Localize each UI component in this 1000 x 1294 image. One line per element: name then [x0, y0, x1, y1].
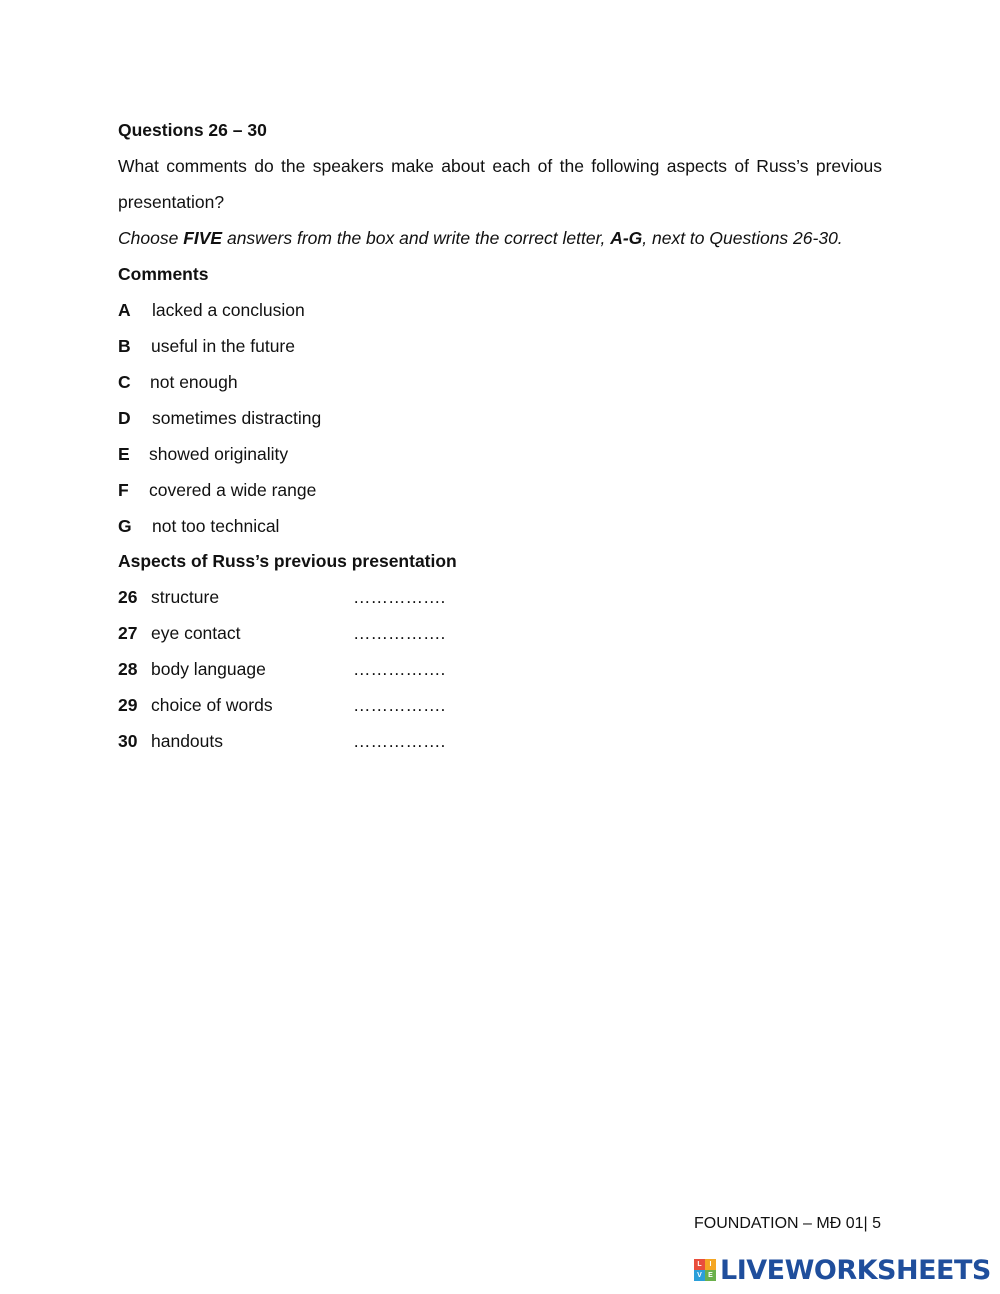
prompt-line-2: presentation?: [118, 192, 225, 212]
question-number: 26: [118, 587, 138, 607]
question-text: body language: [151, 659, 266, 679]
instruction-part-2: answers from the box and write the correct letter,: [222, 228, 611, 248]
option-text: not enough: [150, 372, 238, 392]
logo-tile: I: [705, 1259, 716, 1270]
logo-tile: E: [705, 1270, 716, 1281]
section-heading: Questions 26 – 30: [118, 120, 267, 140]
instruction-part-3: , next to Questions 26-30.: [642, 228, 843, 248]
instruction-range: A-G: [610, 228, 643, 248]
option-text: showed originality: [149, 444, 289, 464]
instruction-part-1: Choose: [118, 228, 184, 248]
aspects-heading: Aspects of Russ’s previous presentation: [118, 551, 457, 571]
question-text: handouts: [151, 731, 224, 751]
option-letter: B: [118, 336, 131, 356]
option-text: useful in the future: [151, 336, 295, 356]
liveworksheets-logo-icon: [694, 1259, 716, 1281]
option-text: not too technical: [152, 516, 280, 536]
option-letter: G: [118, 516, 132, 536]
instruction: [118, 227, 843, 249]
option-text: sometimes distracting: [152, 408, 322, 428]
question-text: structure: [151, 587, 220, 607]
option-text: lacked a conclusion: [152, 300, 305, 320]
comments-heading: Comments: [118, 264, 209, 284]
logo-tile: V: [694, 1270, 705, 1281]
question-number: 28: [118, 659, 138, 679]
option-letter: F: [118, 480, 129, 500]
answer-blank[interactable]: …………….: [353, 659, 446, 679]
option-text: covered a wide range: [149, 480, 317, 500]
answer-blank[interactable]: …………….: [353, 623, 446, 643]
brand-name: LIVEWORKSHEETS: [720, 1254, 991, 1286]
question-number: 30: [118, 731, 138, 751]
page-footer: FOUNDATION – MĐ 01| 5: [694, 1215, 881, 1232]
question-number: 27: [118, 623, 138, 643]
option-letter: C: [118, 372, 131, 392]
option-letter: D: [118, 408, 131, 428]
option-letter: E: [118, 444, 130, 464]
answer-blank[interactable]: …………….: [353, 731, 446, 751]
question-text: eye contact: [151, 623, 241, 643]
prompt-line-1: What comments do the speakers make about each of the following aspects of Russ’s previous: [118, 156, 882, 176]
logo-tile: L: [694, 1259, 705, 1270]
answer-blank[interactable]: …………….: [353, 587, 446, 607]
instruction-five: FIVE: [183, 228, 223, 248]
question-text: choice of words: [151, 695, 273, 715]
question-number: 29: [118, 695, 138, 715]
option-letter: A: [118, 300, 131, 320]
answer-blank[interactable]: …………….: [353, 695, 446, 715]
liveworksheets-brand[interactable]: [694, 1253, 991, 1287]
